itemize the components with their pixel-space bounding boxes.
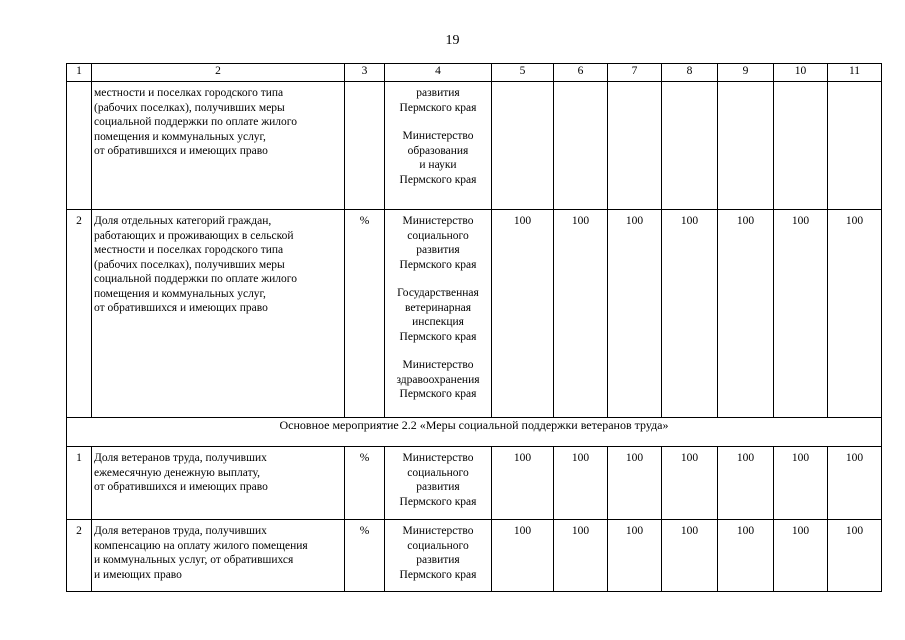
executors (385, 82, 492, 210)
value-cell: 100 (774, 210, 828, 418)
executors (385, 520, 492, 592)
row-number (67, 82, 92, 210)
header-cell: 11 (828, 64, 882, 82)
value-cell (828, 82, 882, 210)
header-cell: 6 (554, 64, 608, 82)
row-number: 2 (67, 520, 92, 592)
value-cell: 100 (554, 447, 608, 520)
header-cell: 9 (718, 64, 774, 82)
header-cell: 1 (67, 64, 92, 82)
value-cell: 100 (492, 447, 554, 520)
executor: Министерство образования и науки Пермского края (399, 130, 477, 186)
header-cell: 2 (92, 64, 345, 82)
header-cell: 4 (385, 64, 492, 82)
value-cell: 100 (718, 520, 774, 592)
value-cell: 100 (828, 520, 882, 592)
section-row (67, 418, 882, 447)
value-cell (554, 82, 608, 210)
executor: Государственная ветеринарная инспекция Пермского края (397, 287, 479, 343)
value-cell: 100 (554, 210, 608, 418)
value-cell: 100 (492, 210, 554, 418)
value-cell: 100 (608, 447, 662, 520)
unit: % (345, 210, 385, 418)
indicator-name: Доля ветеранов труда, получивших компенсацию на оплату жилого помещения и коммунальных услуг, от обратившихся и имеющих право (92, 520, 345, 592)
executor: Министерство социального развития Пермского края (399, 525, 477, 581)
table-row (67, 447, 882, 520)
header-cell: 5 (492, 64, 554, 82)
value-cell: 100 (774, 447, 828, 520)
table-row (67, 210, 882, 418)
page-number: 19 (445, 33, 460, 48)
table-row (67, 82, 882, 210)
value-cell (608, 82, 662, 210)
unit (345, 82, 385, 210)
row-number: 1 (67, 447, 92, 520)
unit: % (345, 520, 385, 592)
value-cell (774, 82, 828, 210)
value-cell: 100 (662, 447, 718, 520)
indicator-name: Доля отдельных категорий граждан, работающих и проживающих в сельской местности и поселках городского типа (рабочих поселках), получивших меры социальной поддержки по оплате жилого помещения и коммунальных услуг, от обратившихся и имеющих право (92, 210, 345, 418)
value-cell: 100 (608, 210, 662, 418)
value-cell: 100 (662, 520, 718, 592)
executor: Министерство социального развития Пермского края (399, 215, 477, 271)
value-cell (718, 82, 774, 210)
header-row (67, 64, 882, 82)
unit: % (345, 447, 385, 520)
value-cell: 100 (554, 520, 608, 592)
value-cell: 100 (774, 520, 828, 592)
executor: Министерство социального развития Пермского края (399, 452, 477, 508)
header-cell: 8 (662, 64, 718, 82)
row-number: 2 (67, 210, 92, 418)
value-cell: 100 (828, 210, 882, 418)
executors (385, 210, 492, 418)
value-cell: 100 (718, 447, 774, 520)
value-cell: 100 (608, 520, 662, 592)
section-title: Основное мероприятие 2.2 «Меры социальной поддержки ветеранов труда» (67, 418, 882, 447)
executors (385, 447, 492, 520)
value-cell (662, 82, 718, 210)
value-cell: 100 (828, 447, 882, 520)
table-row (67, 520, 882, 592)
value-cell: 100 (718, 210, 774, 418)
indicators-table (66, 63, 882, 592)
executor: развития Пермского края (399, 87, 477, 114)
header-cell: 7 (608, 64, 662, 82)
header-cell: 10 (774, 64, 828, 82)
executor: Министерство здравоохранения Пермского края (396, 359, 480, 400)
value-cell: 100 (492, 520, 554, 592)
indicator-name: Доля ветеранов труда, получивших ежемесячную денежную выплату, от обратившихся и имеющих право (92, 447, 345, 520)
indicator-name: местности и поселках городского типа (рабочих поселках), получивших меры социальной поддержки по оплате жилого помещения и коммунальных услуг, от обратившихся и имеющих право (92, 82, 345, 210)
value-cell: 100 (662, 210, 718, 418)
header-cell: 3 (345, 64, 385, 82)
value-cell (492, 82, 554, 210)
